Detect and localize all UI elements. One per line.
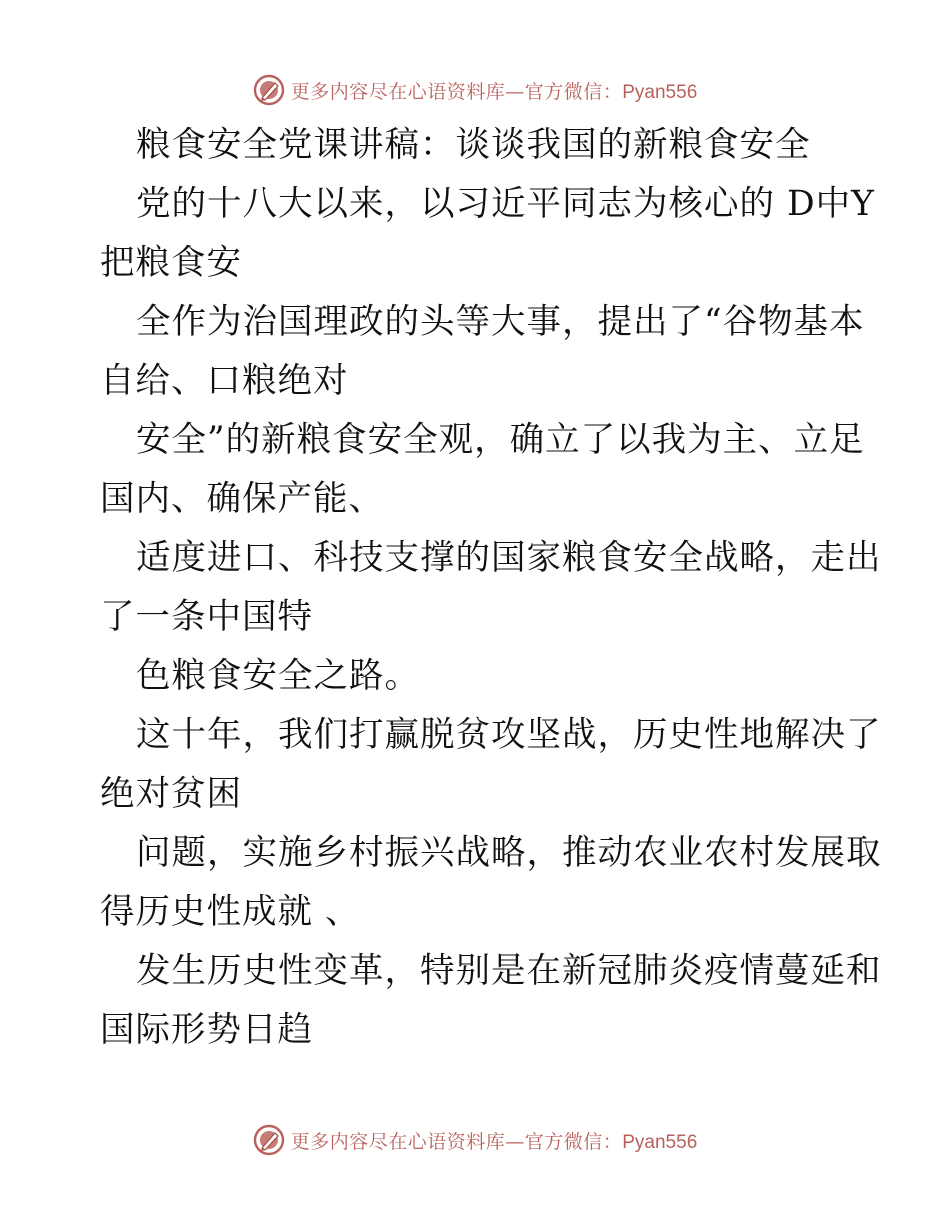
text-line: 发生历史性变革，特别是在新冠肺炎疫情蔓延和 bbox=[136, 951, 882, 991]
text-line: 色粮食安全之路。 bbox=[136, 656, 420, 696]
text-line: 安全”的新粮食安全观，确立了以我为主、立足 bbox=[136, 420, 865, 460]
text-line: 这十年，我们打赢脱贫攻坚战，历史性地解决了 bbox=[136, 715, 882, 755]
document-body bbox=[100, 116, 882, 1060]
text-line: 了一条中国特 bbox=[100, 597, 313, 637]
text-line: 绝对贫困 bbox=[100, 774, 242, 814]
text-line: 自给、口粮绝对 bbox=[100, 361, 349, 401]
pen-logo-icon bbox=[253, 74, 285, 106]
text-line: 得历史性成就 、 bbox=[100, 892, 361, 932]
pen-logo-icon bbox=[253, 1124, 285, 1156]
text-line: 适度进口、科技支撑的国家粮食安全战略，走出 bbox=[136, 538, 882, 578]
text-line: 把粮食安 bbox=[100, 243, 242, 283]
text-line: 问题，实施乡村振兴战略，推动农业农村发展取 bbox=[136, 833, 882, 873]
watermark-text: 更多内容尽在心语资料库—官方微信：Pyan556 bbox=[290, 1130, 698, 1153]
header-watermark bbox=[0, 70, 950, 110]
text-line: 党的十八大以来，以习近平同志为核心的 D中Y bbox=[136, 184, 875, 224]
document-title: 粮食安全党课讲稿：谈谈我国的新粮食安全 bbox=[136, 125, 811, 165]
text-line: 全作为治国理政的头等大事，提出了“谷物基本 bbox=[136, 302, 865, 342]
text-line: 国内、确保产能、 bbox=[100, 479, 384, 519]
text-line: 国际形势日趋 bbox=[100, 1010, 313, 1050]
watermark-text: 更多内容尽在心语资料库—官方微信：Pyan556 bbox=[290, 80, 698, 103]
footer-watermark bbox=[0, 1120, 950, 1160]
